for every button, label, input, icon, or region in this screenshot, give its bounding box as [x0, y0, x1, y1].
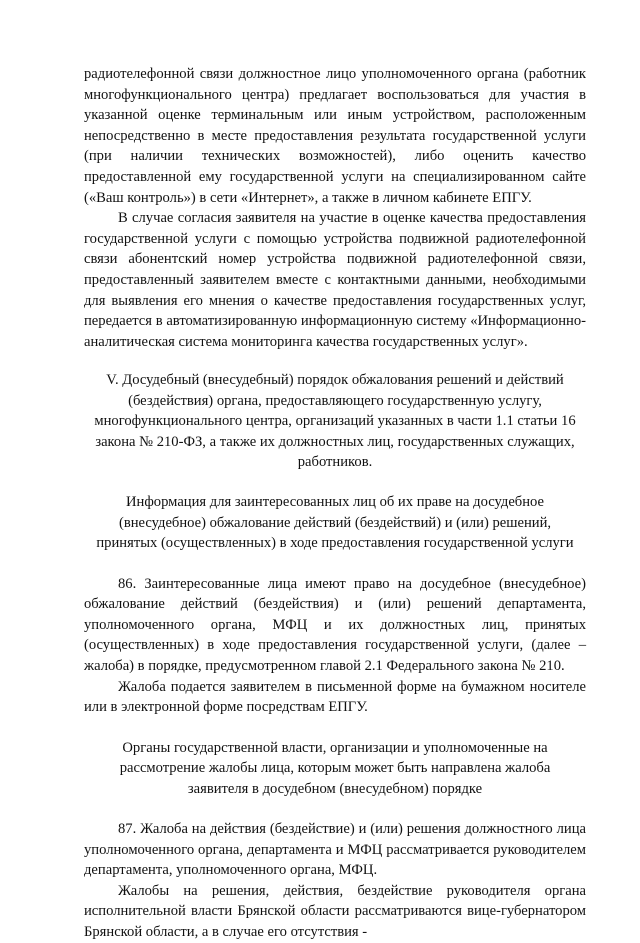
subheading-bodies: Органы государственной власти, организации и уполномоченные на рассмотрение жалобы лица, которым может быть направлена жалоба заявителя в досудебном (внесудебном) порядке: [119, 739, 551, 797]
subheading-info: Информация для заинтересованных лиц об их праве на досудебное (внесудебное) обжалование действий (бездействий) и (или) решений, принятых (осуществленных) в ходе предоставления государственной услуги: [96, 494, 574, 552]
paragraph-complaint-form: Жалоба подается заявителем в письменной форме на бумажном носителе или в электронной форме посредствам ЕПГУ.: [84, 678, 586, 716]
paragraph-rating-device: радиотелефонной связи должностное лицо уполномоченного органа (работник многофункционального центра) предлагает воспользоваться для участия в указанной оценке терминальным или иным устройством, расположенным непосредственно в месте предоставления результата государственной услуги (при наличии технических возможностей), либо оценить качество предоставленной ему государственной услуги на специализированном сайте («Ваш контроль») в сети «Интернет», а также в личном кабинете ЕПГУ.: [84, 66, 586, 206]
paragraph-vice-governor: Жалобы на решения, действия, бездействие руководителя органа исполнительной власти Брянской области рассматриваются вице-губернатором Брянской области, а в случае его отсутствия -: [84, 882, 586, 940]
paragraph-87: 87. Жалоба на действия (бездействие) и (или) решения должностного лица уполномоченного органа, департамента и МФЦ рассматривается руководителем департамента, уполномоченного органа, МФЦ.: [84, 820, 586, 879]
paragraph-consent-phone: В случае согласия заявителя на участие в оценке качества предоставления государственной услуги с помощью устройства подвижной радиотелефонной связи абонентский номер устройства подвижной радиотелефонной связи, предоставленный заявителем вместе с контактными данными, необходимыми для выявления его мнения о качестве предоставления государственных услуг, передается в автоматизированную информационную систему «Информационно-аналитическая система мониторинга качества государственных услуг».: [84, 210, 586, 350]
paragraph-86: 86. Заинтересованные лица имеют право на досудебное (внесудебное) обжалование действий (бездействия) и (или) решений департамента, уполномоченного органа, МФЦ и их должностных лиц, принятых (осуществленных) в ходе предоставления государственной услуги, (далее – жалоба) в порядке, предусмотренном главой 2.1 Федерального закона № 210.: [84, 575, 586, 674]
section-v-heading: V. Досудебный (внесудебный) порядок обжалования решений и действий (бездействия) органа, предоставляющего государственную услугу, многофункционального центра, организаций указанных в части 1.1 статьи 16 закона № 210-ФЗ, а также их должностных лиц, государственных служащих, работников.: [94, 372, 576, 470]
